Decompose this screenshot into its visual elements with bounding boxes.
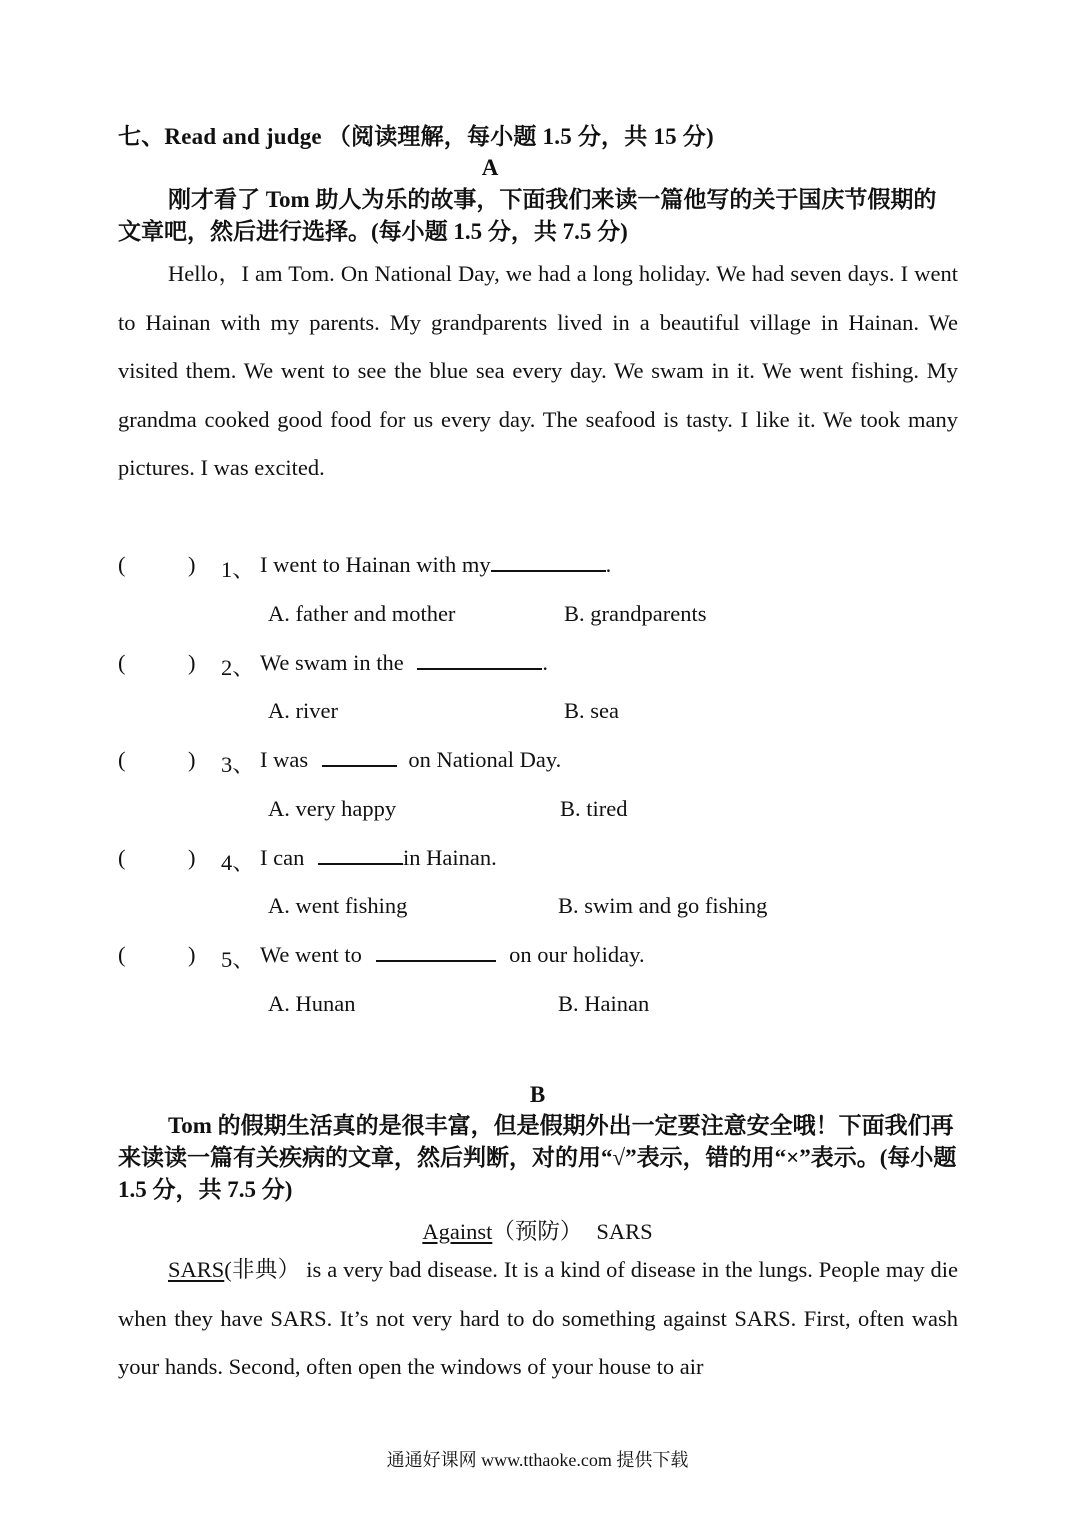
part-b-label: B (529, 1082, 546, 1107)
question-text-after: on our holiday. (503, 942, 645, 967)
question-2-option-b[interactable]: B. sea (564, 698, 619, 723)
answer-paren-close: ) (188, 552, 196, 577)
question-1 (118, 552, 978, 592)
section-title: 七、Read and judge （阅读理解，每小题 1.5 分，共 15 分) (118, 124, 714, 149)
answer-paren-open: ( (118, 650, 126, 675)
question-text (260, 650, 548, 676)
answer-paren-open: ( (118, 942, 126, 967)
question-text-before: I went to Hainan with my (260, 552, 491, 577)
question-text-before: We swam in the (260, 650, 410, 675)
title-tail: SARS (596, 1219, 653, 1244)
question-3-option-a[interactable]: A. very happy (268, 796, 397, 821)
part-a-label: A (481, 155, 499, 180)
question-4-option-a[interactable]: A. went fishing (268, 893, 408, 918)
question-text-before: I was (260, 747, 314, 772)
question-text-after: on National Day. (402, 747, 562, 772)
answer-paren-close: ) (188, 747, 196, 772)
question-2-option-a[interactable]: A. river (268, 698, 338, 723)
part-b-instruction: Tom 的假期生活真的是很丰富，但是假期外出一定要注意安全哦！下面我们再来读读一篇有关疾病的文章，然后判断，对的用“√”表示，错的用“×”表示。(每小题 1.5 分，共 7.5 分) (118, 1113, 957, 1202)
question-text (260, 552, 611, 578)
question-4-option-b[interactable]: B. swim and go fishing (558, 893, 768, 918)
question-text-before: I can (260, 845, 310, 870)
answer-blank[interactable] (491, 552, 606, 572)
answer-paren-open: ( (118, 552, 126, 577)
question-text (260, 747, 561, 773)
answer-paren-open: ( (118, 845, 126, 870)
question-5 (118, 942, 978, 982)
answer-blank[interactable] (322, 747, 397, 767)
question-number: 2、 (221, 655, 255, 680)
answer-blank[interactable] (417, 650, 542, 670)
passage-body: is a very bad disease. It is a kind of disease in the lungs. People may die when they have SARS. It’s not very hard to do something against SARS. First, often wash your hands. Second, often open the windows of your house to air (118, 1257, 958, 1379)
part-a-passage (118, 250, 958, 493)
answer-paren-close: ) (188, 650, 196, 675)
question-4 (118, 845, 978, 885)
question-1-option-a[interactable]: A. father and mother (268, 601, 456, 626)
answer-paren-close: ) (188, 942, 196, 967)
question-text (260, 942, 645, 968)
answer-blank[interactable] (318, 845, 403, 865)
part-b-passage-title (0, 1214, 1075, 1246)
title-word: Against (422, 1219, 493, 1244)
question-2 (118, 650, 978, 690)
question-3-option-b[interactable]: B. tired (560, 796, 628, 821)
question-3 (118, 747, 978, 787)
answer-blank[interactable] (376, 942, 496, 962)
question-number: 5、 (221, 947, 255, 972)
part-b-passage-text (118, 1246, 958, 1392)
question-text-after: . (605, 552, 612, 577)
question-1-option-b[interactable]: B. grandparents (564, 601, 707, 626)
question-text-before: We went to (260, 942, 368, 967)
passage-term: SARS (168, 1257, 225, 1282)
passage-note: (非典） (224, 1257, 301, 1282)
answer-paren-open: ( (118, 747, 126, 772)
part-b-passage (118, 1246, 958, 1392)
question-number: 4、 (221, 850, 255, 875)
answer-paren-close: ) (188, 845, 196, 870)
page-footer: 通通好课网 www.tthaoke.com 提供下载 (386, 1450, 689, 1470)
question-5-option-b[interactable]: B. Hainan (558, 991, 650, 1016)
question-text-after: . (542, 650, 549, 675)
question-number: 1、 (221, 557, 255, 582)
question-text (260, 845, 497, 871)
question-number: 3、 (221, 752, 255, 777)
question-5-option-a[interactable]: A. Hunan (268, 991, 356, 1016)
part-a-passage-text: Hello，I am Tom. On National Day, we had a long holiday. We had seven days. I went to Hainan with my parents. My grandparents lived in a beautiful village in Hainan. We visited them. We went to see the blue sea every day. We swam in it. We went fishing. My grandma cooked good food for us every day. The seafood is tasty. I like it. We took many pictures. I was excited. (118, 261, 958, 480)
title-note: （预防） (492, 1219, 583, 1244)
question-text-after: in Hainan. (402, 845, 497, 870)
part-a-instruction: 刚才看了 Tom 助人为乐的故事，下面我们来读一篇他写的关于国庆节假期的文章吧，然后进行选择。(每小题 1.5 分，共 7.5 分) (118, 187, 937, 244)
